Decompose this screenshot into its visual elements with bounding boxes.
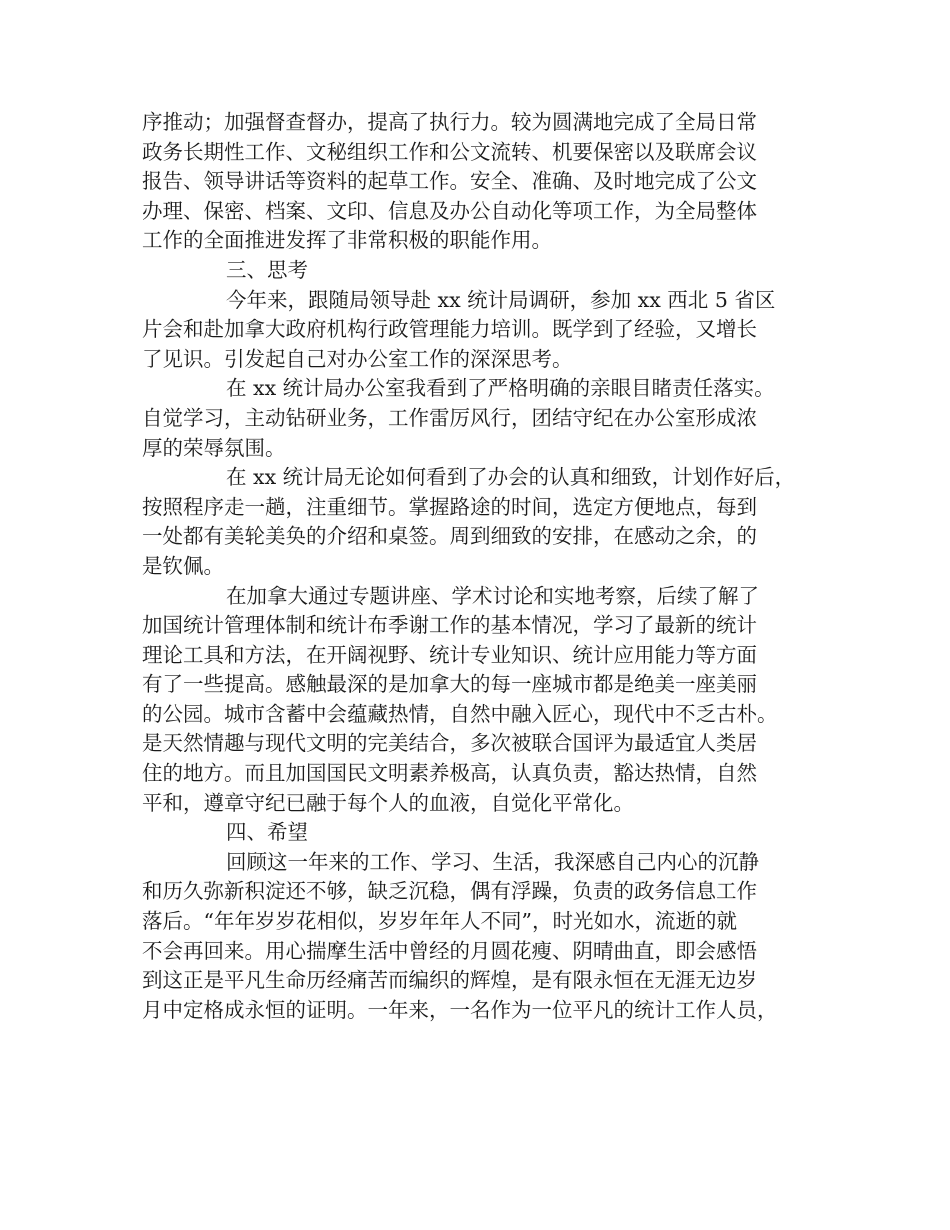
text-line: 在 xx 统计局无论如何看到了办会的认真和细致，计划作好后，: [226, 465, 796, 490]
text-line: 报告、领导讲话等资料的起草工作。安全、准确、及时地完成了公文: [142, 169, 757, 194]
text-line: 今年来，跟随局领导赴 xx 统计局调研，参加 xx 西北 5 省区: [226, 287, 776, 312]
text-line: 在加拿大通过专题讲座、学术讨论和实地考察，后续了解了: [226, 583, 759, 608]
text-line: 住的地方。而且加国国民文明素养极高，认真负责，豁达热情，自然: [142, 761, 757, 786]
document-body: [142, 108, 832, 1025]
text-line: 在 xx 统计局办公室我看到了严格明确的亲眼目睹责任落实。: [226, 376, 775, 401]
text-line: 片会和赴加拿大政府机构行政管理能力培训。既学到了经验，又增长: [142, 317, 757, 342]
text-line: 政务长期性工作、文秘组织工作和公文流转、机要保密以及联席会议: [142, 139, 757, 164]
text-line: 一处都有美轮美奂的介绍和桌签。周到细致的安排，在感动之余，的: [142, 524, 757, 549]
text-line: 月中定格成永恒的证明。一年来，一名作为一位平凡的统计工作人员，: [142, 997, 778, 1022]
text-line: 是天然情趣与现代文明的完美结合，多次被联合国评为最适宜人类居: [142, 731, 757, 756]
text-line: 办理、保密、档案、文印、信息及办公自动化等项工作，为全局整体: [142, 198, 757, 223]
text-line: 不会再回来。用心揣摩生活中曾经的月圆花瘦、阴晴曲直，即会感悟: [142, 938, 757, 963]
text-line: 平和，遵章守纪已融于每个人的血液，自觉化平常化。: [142, 790, 634, 815]
text-line: 三、思考: [226, 257, 308, 282]
text-line: 四、希望: [226, 820, 308, 845]
text-line: 回顾这一年来的工作、学习、生活，我深感自己内心的沉静: [226, 849, 759, 874]
text-line: 的公园。城市含蓄中会蕴藏热情，自然中融入匠心，现代中不乏古朴。: [142, 701, 778, 726]
text-line: 和历久弥新积淀还不够，缺乏沉稳，偶有浮躁，负责的政务信息工作: [142, 879, 757, 904]
text-line: 加国统计管理体制和统计布季谢工作的基本情况，学习了最新的统计: [142, 613, 757, 638]
text-line: 到这正是平凡生命历经痛苦而编织的辉煌，是有限永恒在无涯无边岁: [142, 968, 757, 993]
text-line: 落后。“年年岁岁花相似，岁岁年年人不同”，时光如水，流逝的就: [142, 909, 737, 934]
text-line: 了见识。引发起自己对办公室工作的深深思考。: [142, 346, 573, 371]
text-line: 有了一些提高。感触最深的是加拿大的每一座城市都是绝美一座美丽: [142, 672, 757, 697]
text-line: 理论工具和方法，在开阔视野、统计专业知识、统计应用能力等方面: [142, 642, 757, 667]
text-line: 自觉学习，主动钻研业务，工作雷厉风行，团结守纪在办公室形成浓: [142, 405, 757, 430]
text-line: 工作的全面推进发挥了非常积极的职能作用。: [142, 228, 552, 253]
text-line: 厚的荣辱氛围。: [142, 435, 286, 460]
text-line: 按照程序走一趟，注重细节。掌握路途的时间，选定方便地点，每到: [142, 494, 757, 519]
text-line: 序推动；加强督查督办，提高了执行力。较为圆满地完成了全局日常: [142, 110, 757, 134]
text-line: 是钦佩。: [142, 553, 224, 578]
